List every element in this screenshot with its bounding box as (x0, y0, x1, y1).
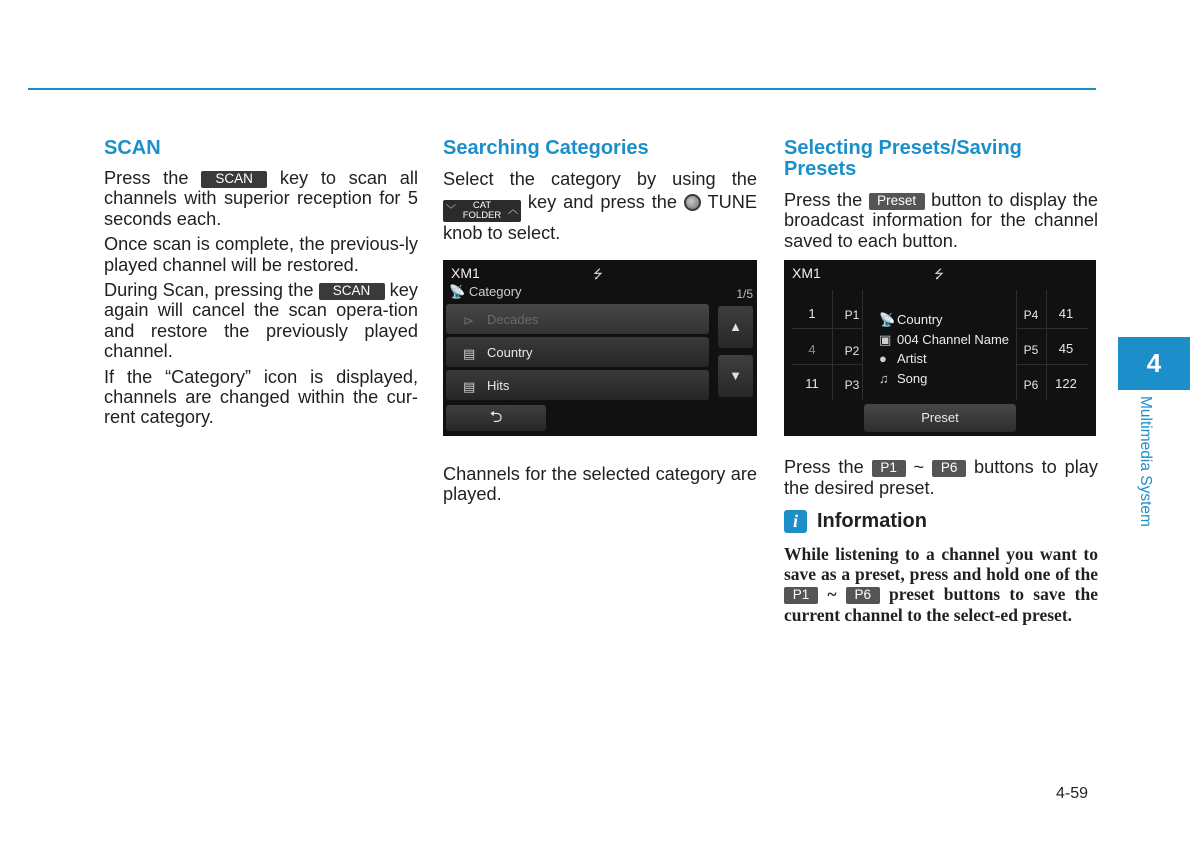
text: Press the (104, 168, 189, 188)
information-header (784, 510, 1098, 533)
chevron-up-icon: ︿ (507, 205, 518, 216)
antenna-icon: 📡 (879, 312, 896, 328)
preset-channel: 45 (1058, 341, 1074, 357)
screen-title: XM1 (451, 264, 480, 281)
text: 004 Channel Name (897, 332, 1010, 348)
preset-channel: 41 (1058, 306, 1074, 322)
scroll-up-button[interactable] (718, 306, 753, 348)
text: Artist (897, 351, 927, 367)
screen-title: XM1 (792, 265, 821, 282)
text: Song (897, 371, 928, 387)
info-song (879, 369, 927, 389)
information-title: Information (817, 510, 927, 533)
divider (792, 364, 862, 365)
info-channel (879, 330, 1009, 350)
p1-key: P1 (784, 587, 818, 604)
scan-key: SCAN (319, 283, 385, 300)
scan-paragraph-4: If the “Category” icon is displayed, channels are changed within the cur-rent category. (104, 366, 418, 428)
p6-key: P6 (932, 460, 966, 477)
text: key to scan all channels with superior reception for 5 seconds each. (104, 168, 418, 229)
list-item[interactable] (446, 337, 709, 367)
text: buttons to play the desired preset. (784, 457, 1099, 498)
divider (1016, 328, 1088, 329)
play-icon: ⊳ (463, 312, 474, 328)
text: Press the (784, 190, 863, 210)
scan-section (104, 138, 418, 433)
text: TUNE knob to select. (443, 192, 757, 243)
text: ~ (913, 457, 925, 478)
text: FOLDER (462, 209, 502, 221)
info-category (879, 310, 943, 330)
categories-section (443, 138, 757, 509)
text: ~ (827, 584, 837, 605)
text: Press the (784, 457, 864, 478)
cat-folder-key (443, 200, 521, 222)
tune-knob-icon (684, 194, 701, 211)
text: Country (897, 312, 943, 328)
folder-icon: ▤ (463, 345, 476, 361)
text: button to display the broadcast information for the channel saved to each button. (784, 190, 1098, 251)
divider (832, 290, 833, 400)
text: While listening to a channel you want to save as a preset, press and hold one of the (784, 544, 1098, 585)
top-rule (28, 88, 1096, 90)
divider (792, 328, 862, 329)
preset-label: P6 (1023, 378, 1039, 393)
category-screen (443, 260, 757, 436)
list-item[interactable] (446, 304, 709, 334)
categories-paragraph-2: Channels for the selected category are played. (443, 463, 757, 504)
preset-screen (784, 260, 1096, 436)
scan-paragraph-3 (104, 280, 418, 362)
preset-label: P1 (844, 308, 860, 323)
presets-paragraph-2 (784, 457, 1098, 498)
radio-icon: ▣ (879, 332, 892, 348)
back-button[interactable] (446, 405, 546, 431)
category-label: Category (468, 283, 522, 299)
text: CAT (472, 199, 492, 211)
preset-key: Preset (869, 193, 925, 210)
information-text (784, 544, 1098, 625)
text: key and press the (527, 192, 677, 212)
usb-icon: ⭍ (593, 266, 603, 281)
preset-channel: 1 (808, 306, 816, 322)
scan-key: SCAN (201, 171, 267, 188)
preset-button[interactable]: Preset (864, 404, 1016, 432)
preset-label: P5 (1023, 343, 1039, 358)
preset-label: P2 (844, 344, 860, 359)
list-item-label: Decades (487, 311, 539, 327)
scan-paragraph-2: Once scan is complete, the previous-ly played channel will be restored. (104, 234, 418, 275)
p1-key: P1 (872, 460, 906, 477)
divider (1016, 364, 1088, 365)
chapter-tab: 4 (1118, 337, 1190, 390)
back-arrow-icon: ⮌ (489, 408, 503, 426)
triangle-down-icon: ▼ (729, 367, 742, 383)
p6-key: P6 (846, 587, 880, 604)
scroll-down-button[interactable] (718, 355, 753, 397)
scan-paragraph-1 (104, 168, 418, 229)
category-header (449, 282, 522, 302)
chapter-label (1138, 396, 1152, 546)
person-icon: ● (879, 351, 887, 367)
presets-section (784, 138, 1098, 630)
categories-paragraph-1 (443, 168, 757, 245)
preset-label: P3 (844, 378, 860, 393)
text: key again will cancel the scan opera-tion and restore the previously played channel. (104, 280, 418, 362)
info-artist (879, 349, 927, 369)
page-indicator: 1/5 (736, 286, 753, 301)
triangle-up-icon: ▲ (729, 318, 742, 334)
antenna-icon: 📡 (449, 283, 466, 299)
presets-heading: Selecting Presets/Saving Presets (784, 137, 1022, 180)
preset-channel: 4 (808, 342, 816, 358)
preset-channel: 11 (805, 376, 819, 392)
text: Select the category by using the (443, 169, 757, 189)
text: During Scan, pressing the (104, 280, 314, 301)
text: preset buttons to save the current channel to the select-ed preset. (784, 584, 1099, 625)
chevron-down-icon: ﹀ (446, 205, 456, 216)
list-item-label: Hits (487, 377, 510, 393)
usb-icon: ⭍ (934, 267, 944, 282)
list-item[interactable] (446, 370, 709, 400)
list-item-label: Country (487, 344, 533, 360)
presets-paragraph-1 (784, 190, 1098, 251)
folder-icon: ▤ (463, 378, 476, 394)
preset-label: P4 (1023, 308, 1039, 323)
scan-heading: SCAN (104, 137, 161, 159)
page-number: 4-59 (1056, 785, 1089, 802)
categories-heading: Searching Categories (443, 137, 649, 159)
cat-folder-label (463, 201, 502, 221)
chapter-title: Multimedia System (1137, 396, 1154, 527)
music-note-icon: ♫ (879, 371, 889, 387)
preset-channel: 122 (1055, 376, 1077, 392)
info-icon: i (784, 510, 807, 533)
